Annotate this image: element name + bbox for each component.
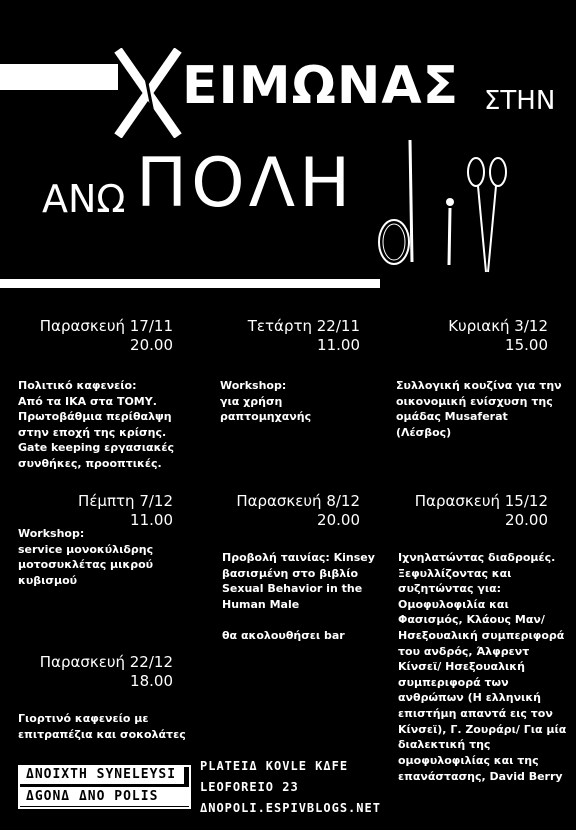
event-7-desc: Γιορτινό καφενείο με επιτραπέζια και σοκολάτες xyxy=(18,712,186,741)
event-6-time: 20.00 xyxy=(505,511,548,529)
event-6-desc: Ιχνηλατώντας διαδρομές. Ξεφυλλίζοντας και συζητώντας για: Ομοφυλοφιλία και Φασισμός, Κλάους Μαν/ Ησεξουαλική συμπεριφορά του ανδρός, Άλφρεντ Κίνσεϊ/ Ησεξουαλική συμπεριφορά των ανθρώπων (Η ελληνική επιστήμη απαντά εις τον Κίνσεϊ), Γ. Ζουράρι/ Για μία διαλεκτική της ομοφυλοφιλίας και της επανάστασης, David Berry xyxy=(398,551,567,783)
event-2-desc: Workshop: για χρήση ραπτομηχανής xyxy=(220,379,312,424)
event-5-time: 20.00 xyxy=(317,511,360,529)
event-3-time: 15.00 xyxy=(505,336,548,354)
event-7-time: 18.00 xyxy=(130,672,173,690)
title-x-mark xyxy=(112,48,184,138)
event-2-day: Τετάρτη 22/11 xyxy=(247,317,360,335)
title-line1: ΕΙΜΩΝΑΣ xyxy=(182,56,460,116)
footer-venue xyxy=(200,756,381,819)
event-3-desc: Συλλογική κουζίνα για την οικονομική ενίσχυση της ομάδας Musaferat (Λέσβος) xyxy=(396,379,562,439)
x-cross-icon xyxy=(112,48,184,138)
footer-line-venue: PLATEIΔ KOVLE KΔFE xyxy=(200,759,349,773)
event-6-day: Παρασκευή 15/12 xyxy=(414,492,548,510)
title-line2-main: ΠΟΛΗ xyxy=(136,144,355,223)
event-5-day: Παρασκευή 8/12 xyxy=(236,492,360,510)
event-4-time: 11.00 xyxy=(130,511,173,529)
diy-scissors-icon xyxy=(370,130,510,275)
event-4-desc: Workshop: service μονοκύλιδρης μοτοσυκλέτας μικρού κυβισμού xyxy=(18,527,154,587)
event-3-day: Κυριακή 3/12 xyxy=(448,317,548,335)
title-line1-small: ΣΤΗΝ xyxy=(484,86,556,116)
assembly-box-line1: ΔNOIXTH SYNELEYSI xyxy=(18,765,184,784)
event-5-desc: Προβολή ταινίας: Kinsey βασισμένη στο βιβλίο Sexual Behavior in the Human Male θα ακολουθήσει bar xyxy=(222,551,375,643)
diy-drawing xyxy=(370,130,510,275)
event-2-time: 11.00 xyxy=(317,336,360,354)
footer-line-bus: LEOFOREIO 23 xyxy=(200,780,299,794)
title-line2-prefix: ΑΝΩ xyxy=(42,177,126,221)
title-underline-bar xyxy=(0,279,380,288)
footer-line-website[interactable]: ΔNOPOLI.ESPIVBLOGS.NET xyxy=(200,801,381,815)
top-left-bar xyxy=(0,64,118,90)
event-1-day: Παρασκευή 17/11 xyxy=(39,317,173,335)
assembly-box-line2: ΔGONΔ ΔNO POLIS xyxy=(18,787,191,806)
event-7-day: Παρασκευή 22/12 xyxy=(39,653,173,671)
event-1-desc: Πολιτικό καφενείο: Από τα ΙΚΑ στα ΤΟΜΥ. Πρωτοβάθμια περίθαλψη στην εποχή της κρίσης. Gate keeping εργασιακές συνθήκες, προοπτικές. xyxy=(18,379,175,471)
event-4-day: Πέμπτη 7/12 xyxy=(78,492,173,510)
event-1-time: 20.00 xyxy=(130,336,173,354)
